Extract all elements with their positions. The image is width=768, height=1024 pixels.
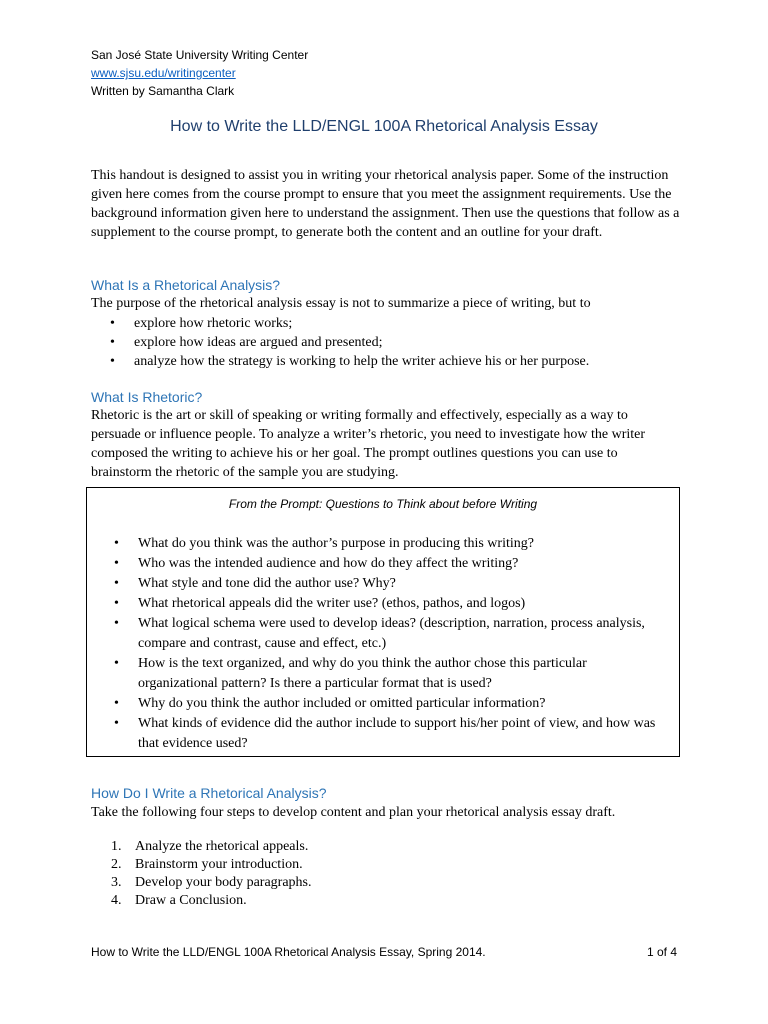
intro-paragraph: This handout is designed to assist you in writing your rhetorical analysis paper. Some of the instruction given here comes from the course prompt to ensure that you meet the assignment requirements. Use the background information given here to understand the assignment. Then use the questions that follow as a supplement to the course prompt, to generate both the content and an outline for your draft. — [91, 168, 680, 240]
section-heading-how-to-write: How Do I Write a Rhetorical Analysis? — [91, 785, 327, 801]
prompt-questions-box — [86, 487, 680, 757]
list-item: • explore how rhetoric works; — [110, 314, 680, 333]
section2-body: Rhetoric is the art or skill of speaking or writing formally and effectively, especially as a way to persuade or influence people. To analyze a writer’s rhetoric, you need to investigate how the writer composed the writing to achieve his or her goal. The prompt outlines questions you can use to brainstorm the rhetoric of the sample you are studying. — [91, 408, 646, 480]
author-line: Written by Samantha Clark — [91, 84, 235, 98]
footer-title: How to Write the LLD/ENGL 100A Rhetorical Analysis Essay, Spring 2014. — [91, 945, 486, 959]
list-item: • What rhetorical appeals did the writer use? (ethos, pathos, and logos) — [114, 594, 669, 614]
box-title: From the Prompt: Questions to Think about before Writing — [228, 497, 538, 511]
list-item: • analyze how the strategy is working to help the writer achieve his or her purpose. — [110, 352, 680, 371]
list-item: • What logical schema were used to develop ideas? (description, narration, process analysis, compare and contrast, cause and effect, etc.) — [114, 614, 669, 654]
section-heading-rhetorical-analysis: What Is a Rhetorical Analysis? — [91, 277, 281, 293]
list-item: • How is the text organized, and why do you think the author chose this particular organizational pattern? Is there a particular format that is used? — [114, 654, 669, 694]
page-number: 1 of 4 — [646, 945, 677, 959]
list-item: • Who was the intended audience and how do they affect the writing? — [114, 554, 669, 574]
section3-lead: Take the following four steps to develop content and plan your rhetorical analysis essay draft. — [91, 805, 616, 820]
list-item: • What kinds of evidence did the author include to support his/her point of view, and how was that evidence used? — [114, 714, 669, 754]
org-name: San José State University Writing Center — [91, 48, 309, 62]
list-item: 3. Develop your body paragraphs. — [111, 875, 312, 890]
writing-center-link[interactable]: www.sjsu.edu/writingcenter — [91, 66, 236, 80]
section1-lead: The purpose of the rhetorical analysis essay is not to summarize a piece of writing, but to — [91, 296, 591, 311]
list-item: 2. Brainstorm your introduction. — [111, 857, 303, 872]
section-heading-rhetoric: What Is Rhetoric? — [91, 389, 203, 405]
purpose-bullet-list — [110, 314, 680, 371]
list-item: 4. Draw a Conclusion. — [111, 893, 247, 908]
questions-list — [114, 534, 669, 754]
list-item: • explore how ideas are argued and presented; — [110, 333, 680, 352]
list-item: • Why do you think the author included or omitted particular information? — [114, 694, 669, 714]
list-item: • What do you think was the author’s purpose in producing this writing? — [114, 534, 669, 554]
list-item: • What style and tone did the author use? Why? — [114, 574, 669, 594]
list-item: 1. Analyze the rhetorical appeals. — [111, 839, 309, 854]
document-header — [91, 46, 308, 100]
steps-list — [111, 838, 312, 910]
page-title: How to Write the LLD/ENGL 100A Rhetorical Analysis Essay — [170, 118, 598, 135]
